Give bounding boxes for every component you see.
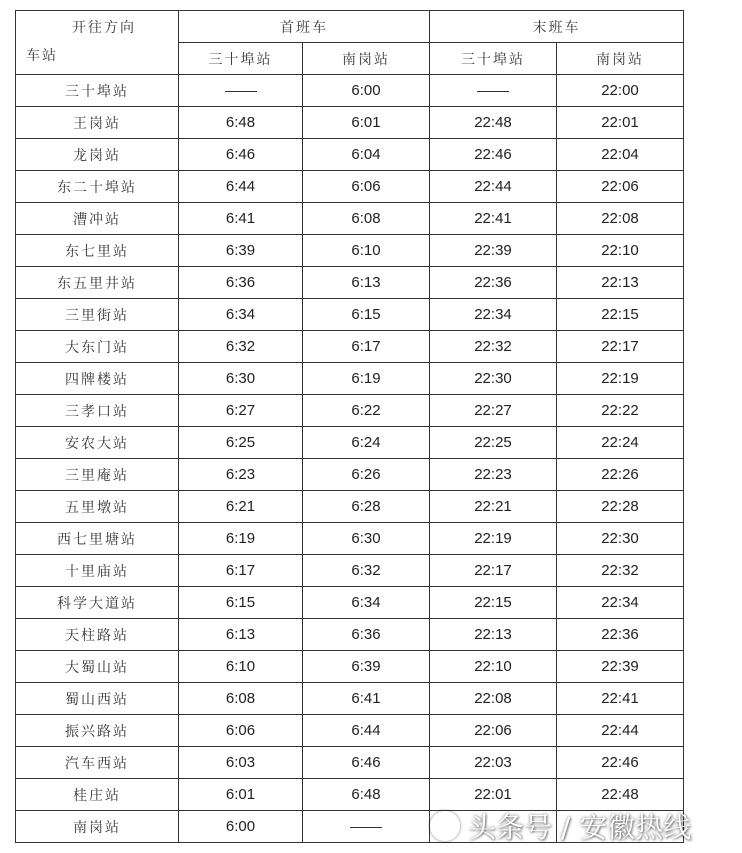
time-cell-last-b: 22:24 (557, 427, 684, 459)
station-name-cell: 汽车西站 (16, 747, 179, 779)
station-name-cell: 大蜀山站 (16, 651, 179, 683)
time-cell-last-a: 22:23 (430, 459, 557, 491)
time-cell-first-b: 6:10 (303, 235, 430, 267)
time-cell-last-a: 22:32 (430, 331, 557, 363)
time-cell-last-a: 22:21 (430, 491, 557, 523)
time-cell-last-a: 22:48 (430, 107, 557, 139)
station-name-cell: 安农大站 (16, 427, 179, 459)
time-cell-first-b: 6:26 (303, 459, 430, 491)
table-row (16, 235, 684, 267)
time-cell-last-b: 22:10 (557, 235, 684, 267)
time-cell-first-a: 6:19 (179, 523, 303, 555)
time-cell-first-a: 6:25 (179, 427, 303, 459)
time-cell-first-b: 6:32 (303, 555, 430, 587)
table-row (16, 683, 684, 715)
time-cell-first-a: 6:23 (179, 459, 303, 491)
time-cell-first-a: 6:30 (179, 363, 303, 395)
station-name-cell: 南岗站 (16, 811, 179, 843)
time-cell-last-a: 22:15 (430, 587, 557, 619)
no-service-dash (350, 827, 382, 828)
time-cell-first-b: 6:44 (303, 715, 430, 747)
station-label: 车站 (26, 48, 58, 64)
time-cell-last-a: 22:46 (430, 139, 557, 171)
time-cell-first-b: 6:30 (303, 523, 430, 555)
time-cell-first-b: 6:15 (303, 299, 430, 331)
first-train-header: 首班车 (179, 11, 430, 43)
time-cell-last-b: 22:48 (557, 779, 684, 811)
table-row (16, 523, 684, 555)
timetable (15, 10, 684, 843)
time-cell-last-b: 22:13 (557, 267, 684, 299)
time-cell-first-b: 6:06 (303, 171, 430, 203)
station-name-cell: 三孝口站 (16, 395, 179, 427)
time-cell-last-b: 22:17 (557, 331, 684, 363)
timetable-header (16, 11, 684, 75)
time-cell-last-a: 22:10 (430, 651, 557, 683)
table-row (16, 395, 684, 427)
time-cell-first-a: 6:03 (179, 747, 303, 779)
time-cell-first-a: 6:17 (179, 555, 303, 587)
time-cell-first-b: 6:28 (303, 491, 430, 523)
station-name-cell: 振兴路站 (16, 715, 179, 747)
station-name-cell: 龙岗站 (16, 139, 179, 171)
time-cell-last-a: 22:25 (430, 427, 557, 459)
time-cell-last-b: 22:06 (557, 171, 684, 203)
time-cell-first-a: 6:00 (179, 811, 303, 843)
time-cell-last-b: 22:32 (557, 555, 684, 587)
time-cell-last-a: 22:01 (430, 779, 557, 811)
direction-label: 开往方向 (72, 20, 136, 36)
time-cell-first-a (179, 75, 303, 107)
time-cell-first-b: 6:36 (303, 619, 430, 651)
first-train-dir-a-header: 三十埠站 (179, 43, 303, 75)
table-row (16, 427, 684, 459)
time-cell-last-a: 22:19 (430, 523, 557, 555)
table-row (16, 715, 684, 747)
station-name-cell: 漕冲站 (16, 203, 179, 235)
table-row (16, 651, 684, 683)
time-cell-last-a: 22:03 (430, 747, 557, 779)
time-cell-first-a: 6:15 (179, 587, 303, 619)
table-row (16, 747, 684, 779)
time-cell-first-a: 6:06 (179, 715, 303, 747)
time-cell-first-b (303, 811, 430, 843)
time-cell-first-a: 6:08 (179, 683, 303, 715)
station-name-cell: 科学大道站 (16, 587, 179, 619)
time-cell-first-b: 6:04 (303, 139, 430, 171)
time-cell-last-b: 22:30 (557, 523, 684, 555)
station-name-cell: 东二十埠站 (16, 171, 179, 203)
time-cell-first-a: 6:39 (179, 235, 303, 267)
station-name-cell: 十里庙站 (16, 555, 179, 587)
time-cell-first-b: 6:24 (303, 427, 430, 459)
time-cell-last-a: 22:44 (430, 171, 557, 203)
no-service-dash (225, 91, 257, 92)
station-name-cell: 王岗站 (16, 107, 179, 139)
time-cell-first-a: 6:32 (179, 331, 303, 363)
time-cell-last-b: 22:39 (557, 651, 684, 683)
time-cell-first-b: 6:00 (303, 75, 430, 107)
time-cell-last-a: 22:41 (430, 203, 557, 235)
table-row (16, 491, 684, 523)
station-name-cell: 蜀山西站 (16, 683, 179, 715)
table-row (16, 75, 684, 107)
watermark (430, 803, 730, 848)
time-cell-last-a: 22:08 (430, 683, 557, 715)
time-cell-first-a: 6:27 (179, 395, 303, 427)
time-cell-last-a: 22:27 (430, 395, 557, 427)
time-cell-first-a: 6:34 (179, 299, 303, 331)
time-cell-first-a: 6:21 (179, 491, 303, 523)
table-row (16, 203, 684, 235)
time-cell-first-b: 6:13 (303, 267, 430, 299)
table-row (16, 331, 684, 363)
time-cell-last-b: 22:36 (557, 619, 684, 651)
time-cell-last-a: 22:39 (430, 235, 557, 267)
time-cell-last-a: 22:36 (430, 267, 557, 299)
station-name-cell: 桂庄站 (16, 779, 179, 811)
last-train-dir-b-header: 南岗站 (557, 43, 684, 75)
time-cell-first-a: 6:41 (179, 203, 303, 235)
time-cell-last-b: 22:26 (557, 459, 684, 491)
time-cell-first-a: 6:10 (179, 651, 303, 683)
time-cell-last-b: 22:00 (557, 75, 684, 107)
time-cell-first-a: 6:01 (179, 779, 303, 811)
last-train-header: 末班车 (430, 11, 684, 43)
table-row (16, 555, 684, 587)
time-cell-last-b: 22:08 (557, 203, 684, 235)
time-cell-last-a: 22:17 (430, 555, 557, 587)
table-row (16, 459, 684, 491)
corner-header-cell (16, 11, 179, 75)
time-cell-first-b: 6:34 (303, 587, 430, 619)
time-cell-first-b: 6:22 (303, 395, 430, 427)
time-cell-last-a: 22:30 (430, 363, 557, 395)
time-cell-last-b: 22:15 (557, 299, 684, 331)
table-row (16, 363, 684, 395)
time-cell-last-a: 22:13 (430, 619, 557, 651)
station-name-cell: 东五里井站 (16, 267, 179, 299)
station-name-cell: 大东门站 (16, 331, 179, 363)
time-cell-first-b: 6:08 (303, 203, 430, 235)
time-cell-last-b: 22:22 (557, 395, 684, 427)
table-row (16, 299, 684, 331)
station-name-cell: 天柱路站 (16, 619, 179, 651)
table-row (16, 139, 684, 171)
time-cell-first-a: 6:46 (179, 139, 303, 171)
time-cell-last-b: 22:28 (557, 491, 684, 523)
time-cell-first-a: 6:36 (179, 267, 303, 299)
time-cell-last-b: 22:46 (557, 747, 684, 779)
first-train-dir-b-header: 南岗站 (303, 43, 430, 75)
time-cell-last-b: 22:41 (557, 683, 684, 715)
time-cell-last-b: 22:44 (557, 715, 684, 747)
station-name-cell: 西七里塘站 (16, 523, 179, 555)
station-name-cell: 东七里站 (16, 235, 179, 267)
station-name-cell: 四牌楼站 (16, 363, 179, 395)
table-row (16, 267, 684, 299)
no-service-dash (477, 91, 509, 92)
time-cell-last-b: 22:34 (557, 587, 684, 619)
table-row (16, 107, 684, 139)
time-cell-first-b: 6:39 (303, 651, 430, 683)
last-train-dir-a-header: 三十埠站 (430, 43, 557, 75)
time-cell-first-b: 6:01 (303, 107, 430, 139)
time-cell-first-a: 6:13 (179, 619, 303, 651)
time-cell-last-b: 22:04 (557, 139, 684, 171)
time-cell-first-b: 6:48 (303, 779, 430, 811)
time-cell-last-b: 22:01 (557, 107, 684, 139)
station-name-cell: 五里墩站 (16, 491, 179, 523)
table-row (16, 619, 684, 651)
table-row (16, 171, 684, 203)
watermark-logo-icon (430, 811, 460, 841)
time-cell-last-a: 22:34 (430, 299, 557, 331)
table-row (16, 587, 684, 619)
timetable-body (16, 75, 684, 843)
time-cell-first-b: 6:41 (303, 683, 430, 715)
time-cell-first-a: 6:48 (179, 107, 303, 139)
watermark-text: 头条号 / 安徽热线 (468, 810, 692, 844)
time-cell-first-b: 6:46 (303, 747, 430, 779)
station-name-cell: 三十埠站 (16, 75, 179, 107)
station-name-cell: 三里街站 (16, 299, 179, 331)
time-cell-first-a: 6:44 (179, 171, 303, 203)
time-cell-last-b: 22:19 (557, 363, 684, 395)
time-cell-first-b: 6:17 (303, 331, 430, 363)
time-cell-last-a (430, 75, 557, 107)
time-cell-last-a: 22:06 (430, 715, 557, 747)
station-name-cell: 三里庵站 (16, 459, 179, 491)
time-cell-first-b: 6:19 (303, 363, 430, 395)
